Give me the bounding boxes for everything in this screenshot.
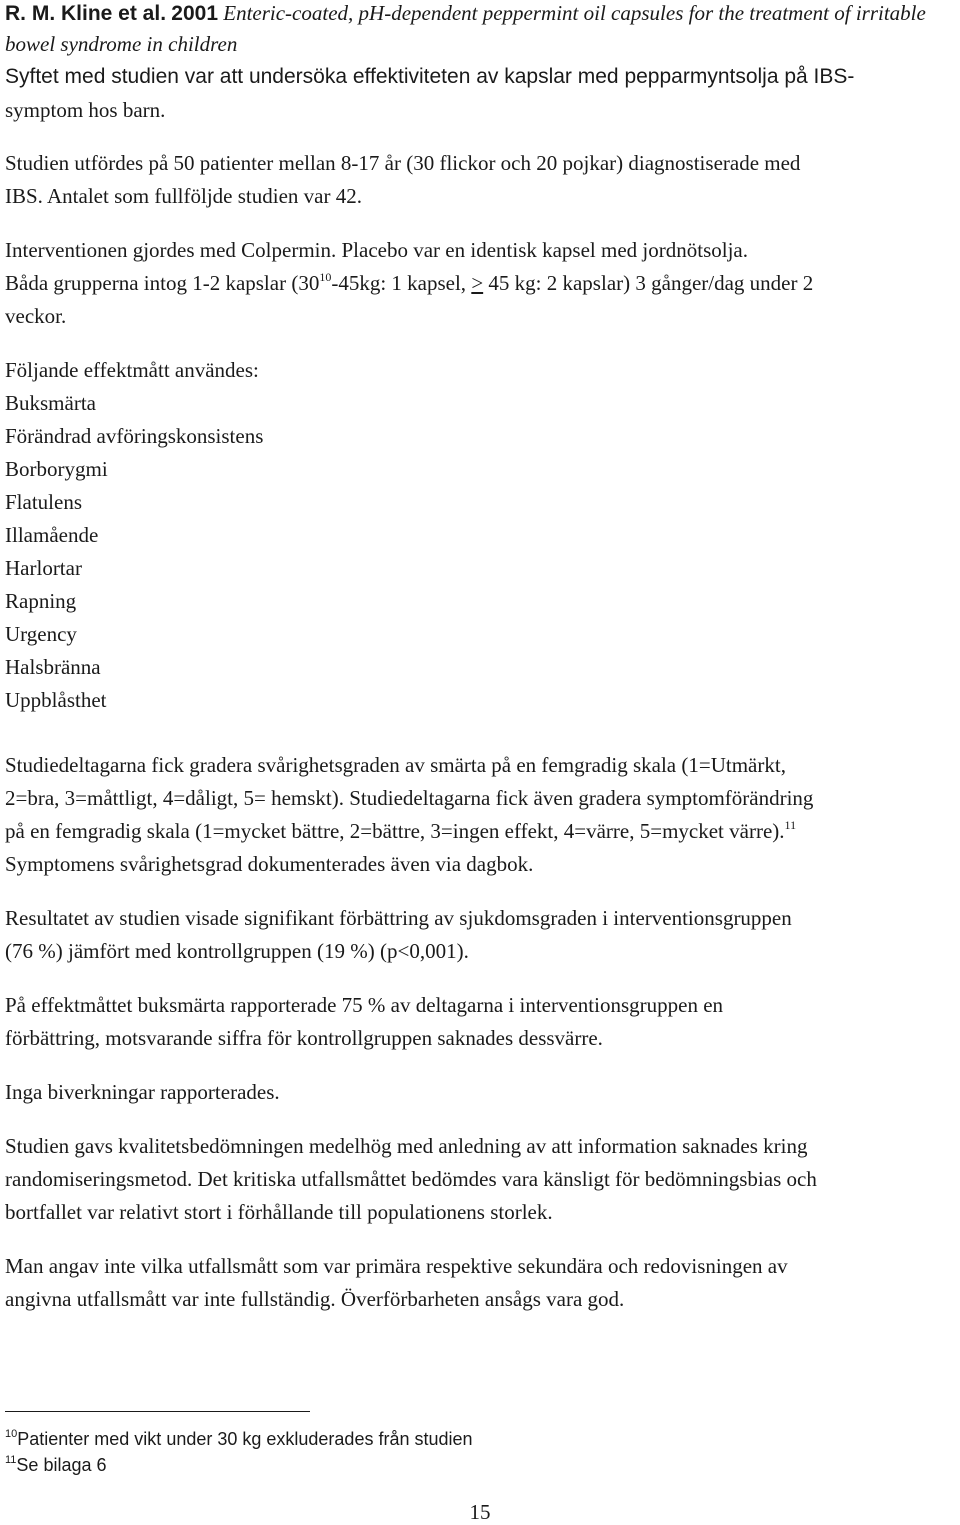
footnote-10 (5, 1428, 473, 1450)
transfer-line-2: angivna utfallsmått var inte fullständig. Överförbarheten ansågs vara god. (5, 1287, 625, 1311)
grading-line-4: Symptomens svårighetsgrad dokumenterades även via dagbok. (5, 852, 534, 876)
footnote-text: Se bilaga 6 (16, 1455, 107, 1475)
intervention-line-2 (5, 270, 813, 296)
aim-line-2: symptom hos barn. (5, 98, 166, 122)
authors: R. M. Kline et al. (5, 2, 167, 25)
intervention-line-1: Interventionen gjordes med Colpermin. Placebo var en identisk kapsel med jordnötsolja. (5, 238, 748, 262)
grading-line-2: 2=bra, 3=måttligt, 4=dåligt, 5= hemskt). Studiedeltagarna fick även gradera symptomförändring (5, 786, 814, 810)
footnote-text: Patienter med vikt under 30 kg exkluderades från studien (17, 1429, 473, 1449)
footnote-ref-11: 11 (784, 818, 797, 832)
grading-line-3 (5, 818, 796, 844)
grading-line-1: Studiedeltagarna fick gradera svårighetsgraden av smärta på en femgradig skala (1=Utmärkt, (5, 753, 786, 777)
grading-line-3-text: på en femgradig skala (1=mycket bättre, 2=bättre, 3=ingen effekt, 4=värre, 5=mycket värre). (5, 819, 785, 843)
outcome-item: Illamående (5, 523, 99, 547)
outcomes-intro: Följande effektmått användes: (5, 358, 259, 382)
footnote-number: 10 (5, 1428, 18, 1440)
outcome-item: Borborygmi (5, 457, 108, 481)
footnote-ref-10: 10 (319, 270, 332, 284)
outcome-item: Förändrad avföringskonsistens (5, 424, 264, 448)
footnote-divider (5, 1411, 310, 1412)
outcome-item: Flatulens (5, 490, 82, 514)
outcome-item: Rapning (5, 589, 77, 613)
reference-line-1 (5, 0, 926, 27)
pain-line-2: förbättring, motsvarande siffra för kontrollgruppen saknades dessvärre. (5, 1026, 603, 1050)
footnote-number: 11 (5, 1454, 17, 1466)
intervention-text-c: 45 kg: 2 kapslar) 3 gånger/dag under 2 (483, 271, 814, 295)
outcome-item: Uppblåsthet (5, 688, 107, 712)
quality-line-1: Studien gavs kvalitetsbedömningen medelhög med anledning av att information saknades kring (5, 1134, 808, 1158)
aim-line-1: Syftet med studien var att undersöka effektiviteten av kapslar med pepparmyntsolja på IBS- (5, 65, 855, 88)
quality-line-2: randomiseringsmetod. Det kritiska utfallsmåttet bedömdes vara känsligt för bedömningsbias och (5, 1167, 817, 1191)
population-line-2: IBS. Antalet som fullföljde studien var 42. (5, 184, 362, 208)
article-title-line-2: bowel syndrome in children (5, 32, 238, 56)
result-line-1: Resultatet av studien visade signifikant förbättring av sjukdomsgraden i interventionsgruppen (5, 906, 792, 930)
result-line-2: (76 %) jämfört med kontrollgruppen (19 %) (p<0,001). (5, 939, 469, 963)
outcome-item: Buksmärta (5, 391, 96, 415)
intervention-text-b: -45kg: 1 kapsel, (331, 271, 472, 295)
pain-line-1: På effektmåttet buksmärta rapporterade 75 % av deltagarna i interventionsgruppen en (5, 993, 724, 1017)
side-effects-line: Inga biverkningar rapporterades. (5, 1080, 280, 1104)
outcome-item: Harlortar (5, 556, 82, 580)
intervention-line-3: veckor. (5, 304, 67, 328)
year: 2001 (171, 2, 218, 25)
intervention-text-a: Båda grupperna intog 1-2 kapslar (30 (5, 271, 320, 295)
population-line-1: Studien utfördes på 50 patienter mellan 8-17 år (30 flickor och 20 pojkar) diagnostiserade med (5, 151, 801, 175)
page-number: 15 (469, 1500, 491, 1524)
outcome-item: Urgency (5, 622, 77, 646)
quality-line-3: bortfallet var relativt stort i förhållande till populationens storlek. (5, 1200, 553, 1224)
footnote-11 (5, 1454, 107, 1476)
outcome-item: Halsbränna (5, 655, 101, 679)
greater-equal-sign: > (471, 271, 484, 295)
article-title-line-1: Enteric-coated, pH-dependent peppermint oil capsules for the treatment of irritable (223, 1, 926, 25)
transfer-line-1: Man angav inte vilka utfallsmått som var primära respektive sekundära och redovisningen av (5, 1254, 788, 1278)
